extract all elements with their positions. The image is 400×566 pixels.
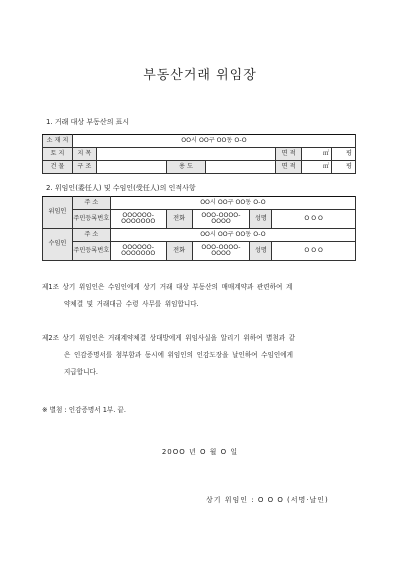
delegator-address-value: OO시 OO구 OO동 O-O [110,197,355,210]
delegate-phone-value: OOO-OOOO-OOOO [192,242,250,261]
delegator-phone-label: 전화 [166,210,192,229]
building-use-label: 용 도 [166,161,206,174]
delegator-info-row [43,210,356,229]
article2-line3: 지급합니다. [64,368,98,376]
document-date: 20OO 년 O 월 O 일 [161,448,239,456]
land-label: 토 지 [43,148,73,161]
location-value: OO시 OO구 OO동 O-O [72,135,355,148]
building-structure-label: 구 조 [72,161,96,174]
article2 [42,330,360,381]
land-pyeong-unit: 평 [332,148,356,161]
delegator-address-row [43,197,356,210]
article2-line2: 은 인감증명서를 첨부함과 동시에 위임인의 인감도장을 날인하여 수임인에게 [64,351,293,359]
article2-line1: 제2조 상기 위임인은 거래계약체결 상대방에게 위임사실을 알리기 위하여 별첨과 같 [42,334,296,342]
delegate-phone-label: 전화 [166,242,192,261]
delegate-id-label: 주민등록번호 [72,242,110,261]
building-area-label: 면 적 [276,161,302,174]
property-table [42,134,356,174]
building-structure-value [96,161,166,174]
delegate-id-value: OOOOOO-OOOOOOO [110,242,166,261]
land-area-unit: ㎡ [302,148,332,161]
delegate-address-value: OO시 OO구 OO동 O-O [110,229,355,242]
delegator-id-value: OOOOOO-OOOOOOO [110,210,166,229]
delegate-role: 수임인 [43,229,73,261]
building-label: 건 물 [43,161,73,174]
land-category-label: 지 목 [72,148,96,161]
delegator-id-label: 주민등록번호 [72,210,110,229]
section2-heading: 2. 위임인(委任人) 및 수임인(受任人)의 인적사항 [46,184,196,192]
land-category-value [96,148,275,161]
delegate-address-label: 주 소 [72,229,110,242]
delegate-name-label: 성명 [250,242,272,261]
signature-line: 상기 위임인 : O O O (서명·날인) [206,496,329,504]
building-row [43,161,356,174]
land-row [43,148,356,161]
persons-table [42,196,356,261]
delegator-address-label: 주 소 [72,197,110,210]
delegate-name-value: O O O [272,242,356,261]
document-title: 부동산거래 위임장 [143,68,257,83]
delegate-address-row [43,229,356,242]
location-row [43,135,356,148]
location-label: 소 재 지 [43,135,73,148]
attachment-note: ※ 별첨 : 인감증명서 1부. 끝. [42,406,126,414]
building-pyeong-unit: 평 [332,161,356,174]
article1-line2: 약체결 및 거래대금 수령 사무를 위임합니다. [64,300,199,308]
building-use-value [206,161,276,174]
delegate-info-row [43,242,356,261]
delegator-phone-value: OOO-OOOO-OOOO [192,210,250,229]
delegator-name-value: O O O [272,210,356,229]
building-area-unit: ㎡ [302,161,332,174]
article1 [42,279,360,313]
land-area-label: 면 적 [276,148,302,161]
section1-heading: 1. 거래 대상 부동산의 표시 [46,118,130,126]
delegator-name-label: 성명 [250,210,272,229]
article1-line1: 제1조 상기 위임인은 수임인에게 상기 거래 대상 부동산의 매매계약과 관련하여 계 [42,283,293,291]
delegator-role: 위임인 [43,197,73,229]
